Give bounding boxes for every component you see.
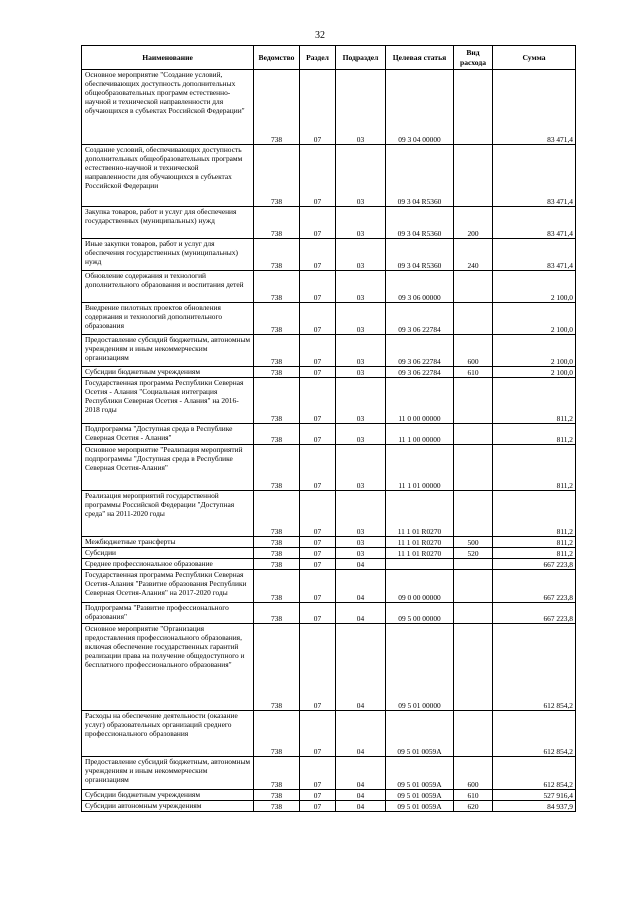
table-row (82, 491, 576, 537)
cell-vedomstvo: 738 (254, 559, 300, 570)
cell-razdel: 07 (300, 757, 336, 790)
table-row (82, 559, 576, 570)
cell-celevaya-statya: 09 3 04 00000 (386, 70, 454, 145)
cell-podrazdel: 03 (336, 491, 386, 537)
cell-vid-rashoda: 600 (454, 757, 493, 790)
cell-name: Подпрограмма "Доступная среда в Республике Северная Осетия - Алания" (82, 424, 254, 445)
cell-vid-rashoda (454, 303, 493, 335)
header-razdel: Раздел (300, 46, 336, 70)
cell-summa: 2 100,0 (493, 271, 576, 303)
header-vedomstvo: Ведомство (254, 46, 300, 70)
cell-podrazdel: 04 (336, 757, 386, 790)
cell-summa: 612 854,2 (493, 711, 576, 757)
cell-razdel: 07 (300, 559, 336, 570)
cell-vedomstvo: 738 (254, 570, 300, 603)
cell-celevaya-statya: 11 1 01 00000 (386, 445, 454, 491)
cell-razdel: 07 (300, 378, 336, 424)
cell-podrazdel: 04 (336, 711, 386, 757)
cell-podrazdel: 04 (336, 790, 386, 801)
table-row (82, 70, 576, 145)
cell-celevaya-statya: 09 3 06 00000 (386, 271, 454, 303)
cell-summa: 667 223,8 (493, 570, 576, 603)
cell-summa: 811,2 (493, 378, 576, 424)
cell-razdel: 07 (300, 548, 336, 559)
table-row (82, 711, 576, 757)
cell-name: Государственная программа Республики Северная Осетия - Алания "Социальная интеграция Республики Северная Осетия - Алания" на 2016-2018 годы (82, 378, 254, 424)
cell-razdel: 07 (300, 367, 336, 378)
cell-podrazdel: 04 (336, 570, 386, 603)
cell-name: Расходы на обеспечение деятельности (оказание услуг) образовательных организаций среднего профессионального образования (82, 711, 254, 757)
cell-name: Внедрение пилотных проектов обновления содержания и технологий дополнительного образования (82, 303, 254, 335)
table-row (82, 145, 576, 207)
cell-vid-rashoda: 520 (454, 548, 493, 559)
cell-celevaya-statya: 09 3 04 R5360 (386, 207, 454, 239)
cell-celevaya-statya: 09 3 06 22784 (386, 335, 454, 367)
cell-razdel: 07 (300, 70, 336, 145)
cell-summa: 811,2 (493, 548, 576, 559)
cell-summa: 811,2 (493, 537, 576, 548)
cell-name: Субсидии (82, 548, 254, 559)
cell-vedomstvo: 738 (254, 790, 300, 801)
table-row (82, 801, 576, 812)
cell-summa: 83 471,4 (493, 239, 576, 271)
cell-name: Реализация мероприятий государственной программы Российской Федерации "Доступная среда" на 2011-2020 годы (82, 491, 254, 537)
cell-summa: 83 471,4 (493, 207, 576, 239)
cell-vid-rashoda: 610 (454, 790, 493, 801)
cell-podrazdel: 03 (336, 239, 386, 271)
cell-razdel: 07 (300, 711, 336, 757)
cell-summa: 2 100,0 (493, 303, 576, 335)
cell-podrazdel: 03 (336, 378, 386, 424)
header-podrazdel: Подраздел (336, 46, 386, 70)
cell-vid-rashoda: 610 (454, 367, 493, 378)
cell-razdel: 07 (300, 624, 336, 711)
cell-vid-rashoda (454, 70, 493, 145)
cell-vid-rashoda: 200 (454, 207, 493, 239)
cell-vedomstvo: 738 (254, 424, 300, 445)
cell-summa: 811,2 (493, 491, 576, 537)
cell-razdel: 07 (300, 603, 336, 624)
table-row (82, 207, 576, 239)
cell-name: Подпрограмма "Развитие профессионального образования" (82, 603, 254, 624)
cell-celevaya-statya: 09 5 01 0059A (386, 801, 454, 812)
cell-summa: 83 471,4 (493, 145, 576, 207)
table-row (82, 271, 576, 303)
cell-summa: 667 223,8 (493, 603, 576, 624)
cell-razdel: 07 (300, 491, 336, 537)
cell-vid-rashoda (454, 570, 493, 603)
table-row (82, 570, 576, 603)
cell-podrazdel: 03 (336, 537, 386, 548)
cell-vedomstvo: 738 (254, 445, 300, 491)
cell-summa: 811,2 (493, 445, 576, 491)
cell-celevaya-statya: 11 1 01 R0270 (386, 537, 454, 548)
cell-vid-rashoda (454, 424, 493, 445)
cell-razdel: 07 (300, 271, 336, 303)
table-row (82, 537, 576, 548)
header-summa: Сумма (493, 46, 576, 70)
header-name: Наименование (82, 46, 254, 70)
table-row (82, 603, 576, 624)
cell-podrazdel: 03 (336, 207, 386, 239)
cell-podrazdel: 04 (336, 624, 386, 711)
table-row (82, 335, 576, 367)
cell-razdel: 07 (300, 335, 336, 367)
cell-summa: 83 471,4 (493, 70, 576, 145)
cell-name: Обновление содержания и технологий дополнительного образования и воспитания детей (82, 271, 254, 303)
cell-name: Закупка товаров, работ и услуг для обеспечения государственных (муниципальных) нужд (82, 207, 254, 239)
table-row (82, 624, 576, 711)
cell-celevaya-statya: 09 5 01 0059A (386, 790, 454, 801)
cell-vid-rashoda (454, 145, 493, 207)
cell-vedomstvo: 738 (254, 603, 300, 624)
cell-vedomstvo: 738 (254, 70, 300, 145)
cell-razdel: 07 (300, 801, 336, 812)
cell-podrazdel: 03 (336, 335, 386, 367)
cell-summa: 612 854,2 (493, 757, 576, 790)
cell-vedomstvo: 738 (254, 378, 300, 424)
cell-celevaya-statya (386, 559, 454, 570)
cell-summa: 2 100,0 (493, 335, 576, 367)
table-row (82, 239, 576, 271)
cell-vid-rashoda: 240 (454, 239, 493, 271)
cell-summa: 811,2 (493, 424, 576, 445)
cell-podrazdel: 04 (336, 559, 386, 570)
cell-vid-rashoda (454, 711, 493, 757)
cell-name: Субсидии бюджетным учреждениям (82, 790, 254, 801)
cell-vedomstvo: 738 (254, 367, 300, 378)
cell-celevaya-statya: 09 3 06 22784 (386, 303, 454, 335)
cell-razdel: 07 (300, 239, 336, 271)
cell-vid-rashoda (454, 378, 493, 424)
cell-name: Основное мероприятие "Организация предоставления профессионального образования, включая обеспечение государственных гарантий реализации права на получение общедоступного и бесплатного профессионального образования" (82, 624, 254, 711)
table-row (82, 445, 576, 491)
cell-razdel: 07 (300, 537, 336, 548)
cell-celevaya-statya: 09 5 01 0059A (386, 757, 454, 790)
cell-name: Создание условий, обеспечивающих доступность дополнительных общеобразовательных программ естественно-научной и технической направленности для обучающихся в субъектах Российской Федерации (82, 145, 254, 207)
cell-vedomstvo: 738 (254, 491, 300, 537)
cell-vedomstvo: 738 (254, 537, 300, 548)
cell-podrazdel: 03 (336, 367, 386, 378)
cell-celevaya-statya: 11 1 00 00000 (386, 424, 454, 445)
cell-vid-rashoda (454, 559, 493, 570)
cell-vedomstvo: 738 (254, 207, 300, 239)
cell-name: Субсидии автономным учреждениям (82, 801, 254, 812)
cell-celevaya-statya: 09 0 00 00000 (386, 570, 454, 603)
cell-celevaya-statya: 09 3 06 22784 (386, 367, 454, 378)
cell-celevaya-statya: 09 5 01 00000 (386, 624, 454, 711)
cell-podrazdel: 03 (336, 548, 386, 559)
cell-vedomstvo: 738 (254, 711, 300, 757)
cell-name: Иные закупки товаров, работ и услуг для обеспечения государственных (муниципальных) нужд (82, 239, 254, 271)
cell-vedomstvo: 738 (254, 303, 300, 335)
cell-razdel: 07 (300, 145, 336, 207)
table-row (82, 367, 576, 378)
cell-podrazdel: 03 (336, 145, 386, 207)
cell-name: Межбюджетные трансферты (82, 537, 254, 548)
cell-vedomstvo: 738 (254, 271, 300, 303)
cell-celevaya-statya: 11 0 00 00000 (386, 378, 454, 424)
cell-vid-rashoda: 620 (454, 801, 493, 812)
cell-vedomstvo: 738 (254, 757, 300, 790)
cell-celevaya-statya: 11 1 01 R0270 (386, 548, 454, 559)
cell-vid-rashoda (454, 603, 493, 624)
cell-name: Основное мероприятие "Создание условий, обеспечивающих доступность дополнительных общеобразовательных программ естественно-научной и технической направленности для обучающихся в субъектах Российской Федерации" (82, 70, 254, 145)
budget-table (81, 45, 576, 812)
cell-razdel: 07 (300, 207, 336, 239)
cell-summa: 527 916,4 (493, 790, 576, 801)
table-row (82, 790, 576, 801)
cell-razdel: 07 (300, 570, 336, 603)
table-header-row (82, 46, 576, 70)
cell-vedomstvo: 738 (254, 145, 300, 207)
cell-podrazdel: 03 (336, 445, 386, 491)
cell-vedomstvo: 738 (254, 239, 300, 271)
cell-vedomstvo: 738 (254, 801, 300, 812)
cell-vedomstvo: 738 (254, 335, 300, 367)
cell-podrazdel: 03 (336, 271, 386, 303)
cell-podrazdel: 04 (336, 801, 386, 812)
cell-name: Основное мероприятие "Реализация мероприятий подпрограммы "Доступная среда в Республике Северная Осетия-Алания" (82, 445, 254, 491)
header-vid-rashoda: Вид расхода (454, 46, 493, 70)
cell-podrazdel: 03 (336, 303, 386, 335)
cell-vid-rashoda (454, 445, 493, 491)
cell-vid-rashoda: 600 (454, 335, 493, 367)
cell-celevaya-statya: 09 3 04 R5360 (386, 145, 454, 207)
cell-name: Предоставление субсидий бюджетным, автономным учреждениям и иным некоммерческим организациям (82, 757, 254, 790)
cell-celevaya-statya: 09 3 04 R5360 (386, 239, 454, 271)
cell-razdel: 07 (300, 424, 336, 445)
cell-vedomstvo: 738 (254, 624, 300, 711)
table-row (82, 424, 576, 445)
cell-celevaya-statya: 09 5 00 00000 (386, 603, 454, 624)
cell-razdel: 07 (300, 303, 336, 335)
cell-podrazdel: 04 (336, 603, 386, 624)
cell-summa: 84 937,9 (493, 801, 576, 812)
table-row (82, 548, 576, 559)
cell-summa: 2 100,0 (493, 367, 576, 378)
cell-celevaya-statya: 11 1 01 R0270 (386, 491, 454, 537)
cell-vid-rashoda (454, 271, 493, 303)
cell-summa: 667 223,8 (493, 559, 576, 570)
cell-name: Государственная программа Республики Северная Осетия-Алания "Развитие образования Республики Северная Осетия-Алания" на 2017-2020 годы (82, 570, 254, 603)
cell-celevaya-statya: 09 5 01 0059A (386, 711, 454, 757)
cell-name: Среднее профессиональное образование (82, 559, 254, 570)
table-row (82, 303, 576, 335)
cell-name: Предоставление субсидий бюджетным, автономным учреждениям и иным некоммерческим организациям (82, 335, 254, 367)
cell-vid-rashoda (454, 491, 493, 537)
cell-podrazdel: 03 (336, 70, 386, 145)
page-number: 32 (315, 30, 325, 41)
cell-razdel: 07 (300, 790, 336, 801)
cell-summa: 612 854,2 (493, 624, 576, 711)
cell-razdel: 07 (300, 445, 336, 491)
cell-vedomstvo: 738 (254, 548, 300, 559)
cell-vid-rashoda (454, 624, 493, 711)
cell-vid-rashoda: 500 (454, 537, 493, 548)
cell-podrazdel: 03 (336, 424, 386, 445)
table-row (82, 378, 576, 424)
table-row (82, 757, 576, 790)
header-celevaya-statya: Целевая статья (386, 46, 454, 70)
cell-name: Субсидии бюджетным учреждениям (82, 367, 254, 378)
